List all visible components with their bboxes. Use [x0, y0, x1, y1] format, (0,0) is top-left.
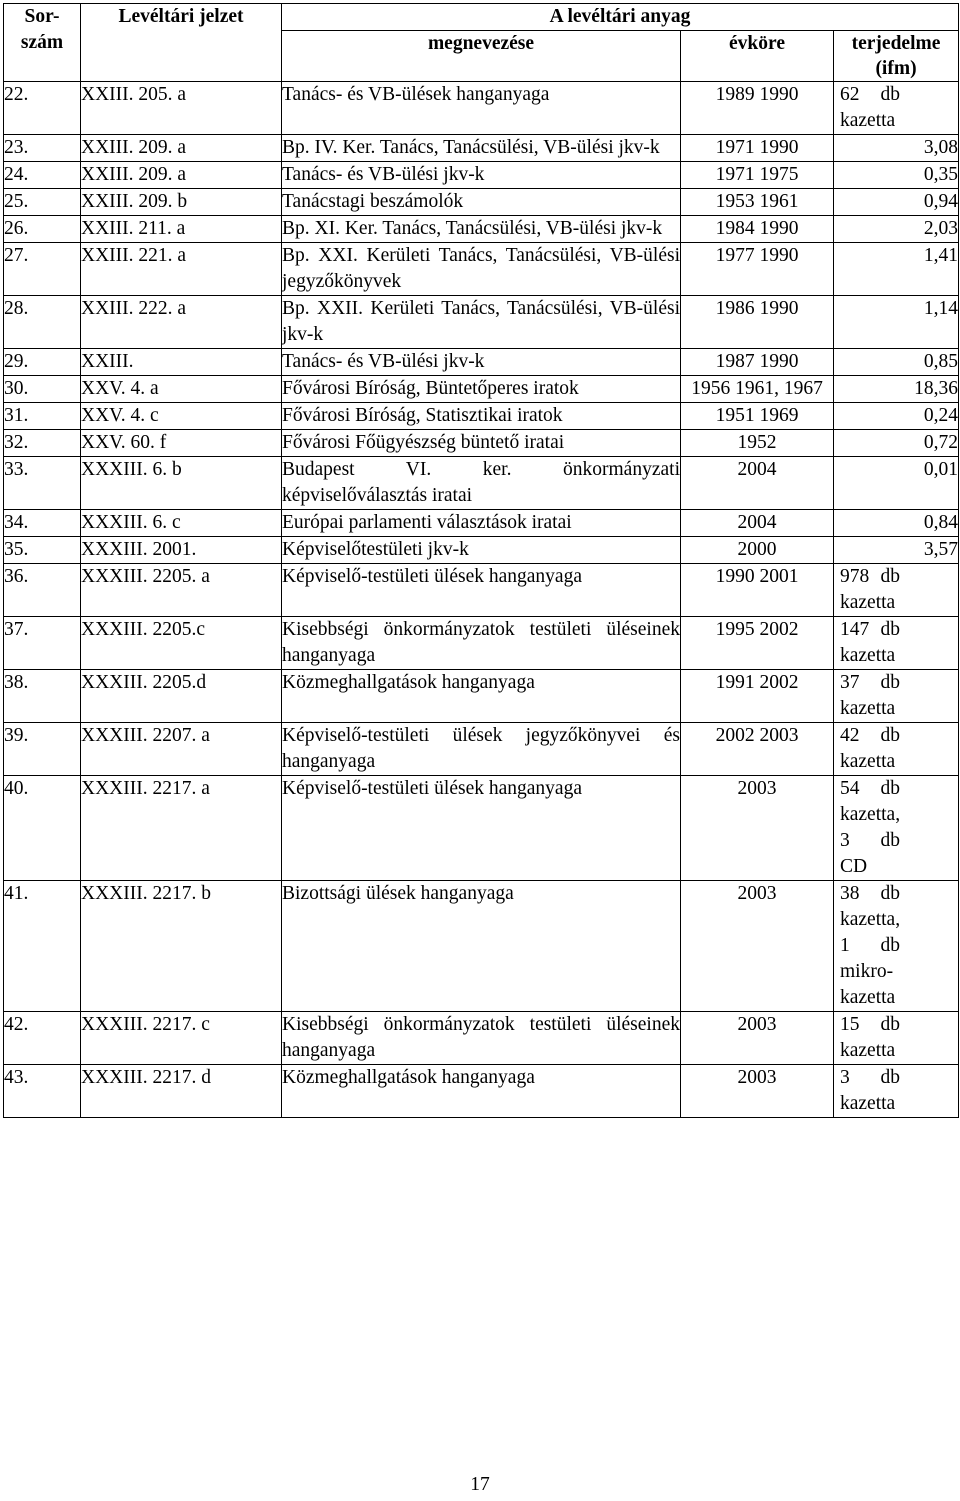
- row-evkor: 2003: [681, 1012, 834, 1065]
- row-number: 26.: [4, 216, 81, 243]
- table-row: [4, 135, 959, 162]
- row-number: 30.: [4, 376, 81, 403]
- row-terjedelem: 42 db kazetta: [834, 723, 959, 776]
- table-row: [4, 162, 959, 189]
- header-sorszam: Sor- szám: [4, 4, 81, 82]
- row-number: 31.: [4, 403, 81, 430]
- row-megnevezes: Képviselő-testületi ülések hanganyaga: [282, 564, 681, 617]
- row-jelzet: XXIII. 222. a: [81, 296, 282, 349]
- row-number: 27.: [4, 243, 81, 296]
- row-megnevezes: Képviselőtestületi jkv-k: [282, 537, 681, 564]
- table-row: [4, 296, 959, 349]
- row-number: 28.: [4, 296, 81, 349]
- row-number: 22.: [4, 82, 81, 135]
- row-megnevezes: Közmeghallgatások hanganyaga: [282, 670, 681, 723]
- row-number: 38.: [4, 670, 81, 723]
- table-row: [4, 723, 959, 776]
- header-evkore: évköre: [681, 31, 834, 82]
- table-row: [4, 82, 959, 135]
- row-evkor: 1971 1975: [681, 162, 834, 189]
- row-number: 33.: [4, 457, 81, 510]
- row-evkor: 1953 1961: [681, 189, 834, 216]
- row-megnevezes: Európai parlamenti választások iratai: [282, 510, 681, 537]
- table-row: [4, 510, 959, 537]
- row-megnevezes: Fővárosi Bíróság, Büntetőperes iratok: [282, 376, 681, 403]
- row-evkor: 1951 1969: [681, 403, 834, 430]
- row-evkor: 1987 1990: [681, 349, 834, 376]
- row-terjedelem: 54 db kazetta, 3 db CD: [834, 776, 959, 881]
- table-row: [4, 349, 959, 376]
- row-number: 36.: [4, 564, 81, 617]
- table-row: [4, 243, 959, 296]
- row-terjedelem: 2,03: [834, 216, 959, 243]
- row-jelzet: XXXIII. 2217. b: [81, 881, 282, 1012]
- row-terjedelem: 0,85: [834, 349, 959, 376]
- row-megnevezes: Képviselő-testületi ülések hanganyaga: [282, 776, 681, 881]
- row-number: 37.: [4, 617, 81, 670]
- row-megnevezes: Fővárosi Főügyészség büntető iratai: [282, 430, 681, 457]
- row-number: 34.: [4, 510, 81, 537]
- row-jelzet: XXIII. 209. b: [81, 189, 282, 216]
- row-terjedelem: 38 db kazetta, 1 db mikro-kazetta: [834, 881, 959, 1012]
- row-terjedelem: 0,72: [834, 430, 959, 457]
- row-evkor: 1989 1990: [681, 82, 834, 135]
- table-row: [4, 776, 959, 881]
- table-row: [4, 457, 959, 510]
- row-megnevezes: Tanács- és VB-ülések hanganyaga: [282, 82, 681, 135]
- row-evkor: 2003: [681, 1065, 834, 1118]
- row-terjedelem: 3,57: [834, 537, 959, 564]
- table-row: [4, 670, 959, 723]
- row-jelzet: XXXIII. 2207. a: [81, 723, 282, 776]
- row-jelzet: XXIII.: [81, 349, 282, 376]
- row-evkor: 1977 1990: [681, 243, 834, 296]
- row-number: 23.: [4, 135, 81, 162]
- row-terjedelem: 0,84: [834, 510, 959, 537]
- row-terjedelem: 37 db kazetta: [834, 670, 959, 723]
- row-evkor: 1956 1961, 1967: [681, 376, 834, 403]
- row-number: 42.: [4, 1012, 81, 1065]
- row-evkor: 1986 1990: [681, 296, 834, 349]
- row-megnevezes: Képviselő-testületi ülések jegyzőkönyvei és hanganyaga: [282, 723, 681, 776]
- table-row: [4, 537, 959, 564]
- row-number: 24.: [4, 162, 81, 189]
- row-megnevezes: Bp. XI. Ker. Tanács, Tanácsülési, VB-ülési jkv-k: [282, 216, 681, 243]
- row-terjedelem: 15 db kazetta: [834, 1012, 959, 1065]
- row-number: 41.: [4, 881, 81, 1012]
- row-evkor: 1984 1990: [681, 216, 834, 243]
- row-evkor: 2002 2003: [681, 723, 834, 776]
- row-jelzet: XXXIII. 6. c: [81, 510, 282, 537]
- table-row: [4, 376, 959, 403]
- row-megnevezes: Bp. XXII. Kerületi Tanács, Tanácsülési, VB-ülési jkv-k: [282, 296, 681, 349]
- row-jelzet: XXIII. 209. a: [81, 135, 282, 162]
- row-evkor: 2003: [681, 776, 834, 881]
- page-number: 17: [470, 1474, 490, 1495]
- row-evkor: 1995 2002: [681, 617, 834, 670]
- row-megnevezes: Tanácstagi beszámolók: [282, 189, 681, 216]
- row-evkor: 1952: [681, 430, 834, 457]
- row-terjedelem: 147 db kazetta: [834, 617, 959, 670]
- row-terjedelem: 0,35: [834, 162, 959, 189]
- header-megnevezese: megnevezése: [282, 31, 681, 82]
- row-megnevezes: Tanács- és VB-ülési jkv-k: [282, 349, 681, 376]
- row-megnevezes: Kisebbségi önkormányzatok testületi üléseinek hanganyaga: [282, 617, 681, 670]
- row-jelzet: XXIII. 211. a: [81, 216, 282, 243]
- row-evkor: 1990 2001: [681, 564, 834, 617]
- row-number: 40.: [4, 776, 81, 881]
- row-number: 39.: [4, 723, 81, 776]
- row-evkor: 2003: [681, 881, 834, 1012]
- table-row: [4, 216, 959, 243]
- row-jelzet: XXV. 4. c: [81, 403, 282, 430]
- row-jelzet: XXIII. 205. a: [81, 82, 282, 135]
- header-jelzet: Levéltári jelzet: [81, 4, 282, 82]
- table-row: [4, 881, 959, 1012]
- row-number: 43.: [4, 1065, 81, 1118]
- row-megnevezes: Tanács- és VB-ülési jkv-k: [282, 162, 681, 189]
- row-terjedelem: 1,14: [834, 296, 959, 349]
- row-megnevezes: Fővárosi Bíróság, Statisztikai iratok: [282, 403, 681, 430]
- row-jelzet: XXXIII. 2217. c: [81, 1012, 282, 1065]
- row-terjedelem: 62 db kazetta: [834, 82, 959, 135]
- row-number: 35.: [4, 537, 81, 564]
- row-number: 32.: [4, 430, 81, 457]
- row-terjedelem: 0,01: [834, 457, 959, 510]
- row-megnevezes: Bp. XXI. Kerületi Tanács, Tanácsülési, VB-ülési jegyzőkönyvek: [282, 243, 681, 296]
- row-jelzet: XXXIII. 2217. a: [81, 776, 282, 881]
- row-terjedelem: 0,24: [834, 403, 959, 430]
- row-terjedelem: 0,94: [834, 189, 959, 216]
- row-megnevezes: Bizottsági ülések hanganyaga: [282, 881, 681, 1012]
- row-jelzet: XXXIII. 2205.c: [81, 617, 282, 670]
- row-number: 29.: [4, 349, 81, 376]
- row-terjedelem: 1,41: [834, 243, 959, 296]
- table-row: [4, 617, 959, 670]
- row-jelzet: XXV. 60. f: [81, 430, 282, 457]
- row-evkor: 1991 2002: [681, 670, 834, 723]
- row-evkor: 1971 1990: [681, 135, 834, 162]
- table-row: [4, 1065, 959, 1118]
- table-row: [4, 430, 959, 457]
- row-terjedelem: 18,36: [834, 376, 959, 403]
- row-jelzet: XXXIII. 6. b: [81, 457, 282, 510]
- row-jelzet: XXIII. 209. a: [81, 162, 282, 189]
- header-anyag: A levéltári anyag: [282, 4, 959, 31]
- row-megnevezes: Bp. IV. Ker. Tanács, Tanácsülési, VB-ülési jkv-k: [282, 135, 681, 162]
- table-row: [4, 403, 959, 430]
- row-megnevezes: Kisebbségi önkormányzatok testületi üléseinek hanganyaga: [282, 1012, 681, 1065]
- row-evkor: 2004: [681, 510, 834, 537]
- table-row: [4, 564, 959, 617]
- row-terjedelem: 978 db kazetta: [834, 564, 959, 617]
- row-terjedelem: 3,08: [834, 135, 959, 162]
- table-row: [4, 1012, 959, 1065]
- row-jelzet: XXIII. 221. a: [81, 243, 282, 296]
- row-jelzet: XXXIII. 2217. d: [81, 1065, 282, 1118]
- row-megnevezes: Közmeghallgatások hanganyaga: [282, 1065, 681, 1118]
- row-jelzet: XXV. 4. a: [81, 376, 282, 403]
- row-megnevezes: Budapest VI. ker. önkormányzati képviselőválasztás iratai: [282, 457, 681, 510]
- table-row: [4, 189, 959, 216]
- header-row-top: [4, 4, 959, 31]
- row-jelzet: XXXIII. 2001.: [81, 537, 282, 564]
- row-number: 25.: [4, 189, 81, 216]
- row-jelzet: XXXIII. 2205.d: [81, 670, 282, 723]
- row-evkor: 2000: [681, 537, 834, 564]
- archive-table: [3, 3, 959, 1118]
- row-terjedelem: 3 db kazetta: [834, 1065, 959, 1118]
- row-jelzet: XXXIII. 2205. a: [81, 564, 282, 617]
- row-evkor: 2004: [681, 457, 834, 510]
- header-terjedelme: terjedelme (ifm): [834, 31, 959, 82]
